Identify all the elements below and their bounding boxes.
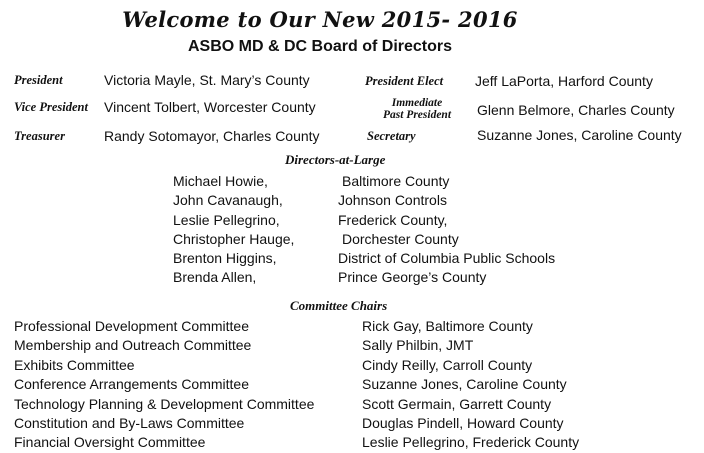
director-org-5: District of Columbia Public Schools [338,250,556,267]
committee-chair-5: Scott Germain, Garrett County [362,395,552,412]
committee-chair-4: Suzanne Jones, Caroline County [362,376,567,393]
director-name-2: John Cavanaugh, [173,192,283,209]
role-vice-president: Vice President [14,100,88,114]
role-treasurer: Treasurer [14,129,65,143]
director-name-6: Brenda Allen, [173,269,257,286]
role-president-elect: President Elect [365,74,444,88]
committee-name-2: Membership and Outreach Committee [14,337,252,354]
committee-name-6: Constitution and By-Laws Committee [14,415,245,432]
director-org-4: Dorchester County [342,230,459,247]
page-subtitle: ASBO MD & DC Board of Directors [187,38,453,55]
committee-name-7: Financial Oversight Committee [14,434,206,451]
page-title: Welcome to Our New 2015- 2016 [122,7,518,32]
director-org-1: Baltimore County [342,173,450,189]
director-name-4: Christopher Hauge, [173,230,295,247]
committee-chairs [362,317,579,453]
role-president: President [14,73,63,87]
committee-name-5: Technology Planning & Development Committee [14,395,315,412]
director-org-6: Prince George’s County [338,269,487,286]
role-secretary: Secretary [367,129,416,143]
director-name-3: Leslie Pellegrino, [173,211,280,228]
committees-heading: Committee Chairs [290,298,388,313]
committee-name-1: Professional Development Committee [14,318,249,334]
director-org-2: Johnson Controls [338,192,447,209]
directors-orgs [338,172,555,288]
directors-names [173,172,294,288]
officer-secretary: Suzanne Jones, Caroline County [477,127,682,143]
role-past-president-line2: Past President [382,109,452,121]
committee-chair-6: Douglas Pindell, Howard County [362,415,564,432]
committee-chair-3: Cindy Reilly, Carroll County [362,356,533,373]
committee-chair-7: Leslie Pellegrino, Frederick County [362,434,580,451]
committee-chair-2: Sally Philbin, JMT [362,337,474,354]
role-past-president [366,97,468,121]
directors-heading: Directors-at-Large [285,152,386,167]
role-past-president-line1: Immediate [391,97,443,109]
officer-treasurer: Randy Sotomayor, Charles County [104,128,320,144]
director-name-1: Michael Howie, [173,173,268,189]
officer-president: Victoria Mayle, St. Mary’s County [104,72,310,88]
committee-chair-1: Rick Gay, Baltimore County [362,318,533,334]
director-name-5: Brenton Higgins, [173,250,277,267]
committee-name-4: Conference Arrangements Committee [14,376,249,393]
director-org-3: Frederick County, [338,211,448,228]
committee-name-3: Exhibits Committee [14,356,135,373]
officer-president-elect: Jeff LaPorta, Harford County [475,73,653,89]
officer-past-president: Glenn Belmore, Charles County [477,102,675,118]
committee-names [14,317,314,453]
officer-vice-president: Vincent Tolbert, Worcester County [104,99,316,115]
